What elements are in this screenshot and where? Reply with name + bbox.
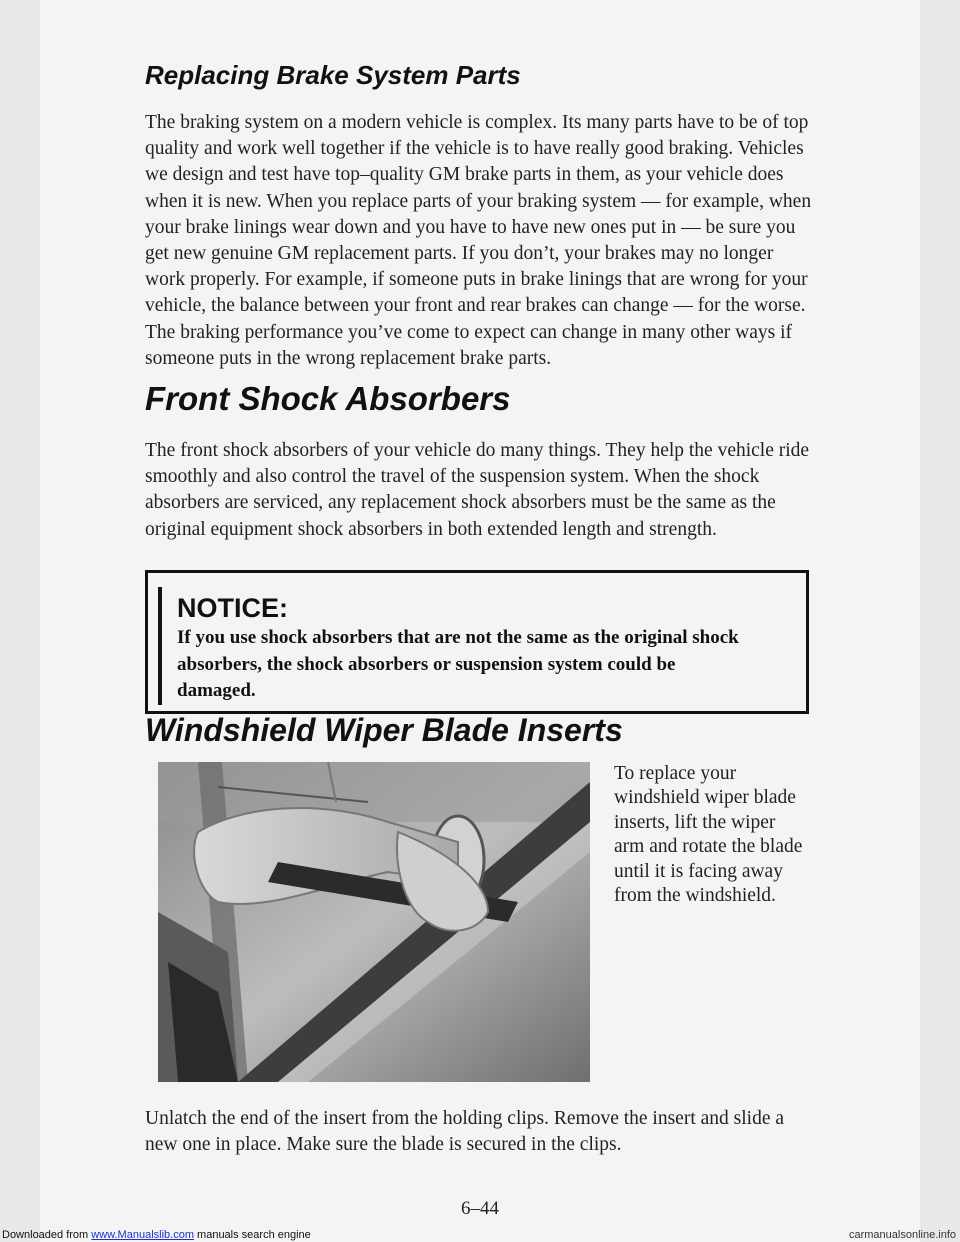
- wiper-instructions-paragraph: Unlatch the end of the insert from the holding clips. Remove the insert and slide a new one in place. Make sure the blade is secured in the clips.: [145, 1108, 785, 1156]
- brake-parts-paragraph: The braking system on a modern vehicle is complex. Its many parts have to be of top quality and work well together if the vehicle is to have really good braking. Vehicles we design and test have top–quality GM brake parts in them, as your vehicle does when it is new. When you replace parts of your braking system — for example, when your brake linings wear down and you have to have new ones put in — be sure you get new genuine GM replacement parts. If you don’t, your brakes may no longer work properly. For example, if someone puts in brake linings that are wrong for your vehicle, the balance between your front and rear brakes can change — for the worse. The braking performance you’ve come to expect can change in many other ways if someone puts in the wrong replacement brake parts.: [145, 112, 812, 369]
- notice-body: If you use shock absorbers that are not the same as the original shock absorbers, the shock absorbers or suspension system could be damaged.: [177, 627, 739, 701]
- notice-box: [145, 570, 809, 714]
- notice-bar: [158, 587, 162, 705]
- wiper-blade-photo: [158, 762, 590, 1082]
- footer-suffix: manuals search engine: [193, 1229, 311, 1241]
- shock-absorbers-paragraph: The front shock absorbers of your vehicle do many things. They help the vehicle ride smoothly and also control the travel of the suspension system. When the shock absorbers are serviced, any replacement shock absorbers must be the same as the original equipment shock absorbers in both extended length and strength.: [145, 440, 810, 540]
- footer-prefix: Downloaded from: [2, 1229, 92, 1241]
- watermark-text: carmanualsonline.info: [848, 1229, 956, 1241]
- wiper-instructions-side-text: To replace your windshield wiper blade inserts, lift the wiper arm and rotate the blade until it is facing away from the windshield.: [614, 763, 803, 907]
- wiper-blade-illustration: [158, 762, 590, 1082]
- section-title-brake-parts: Replacing Brake System Parts: [145, 60, 521, 90]
- section-title-shock-absorbers: Front Shock Absorbers: [145, 380, 511, 417]
- footer-left: [2, 1228, 311, 1242]
- notice-title: NOTICE:: [177, 593, 288, 623]
- download-footer: [0, 1228, 960, 1242]
- page-number: 6–44: [461, 1198, 499, 1219]
- section-title-wiper-inserts: Windshield Wiper Blade Inserts: [145, 712, 623, 748]
- manualslib-link[interactable]: www.Manualslib.com: [91, 1229, 194, 1241]
